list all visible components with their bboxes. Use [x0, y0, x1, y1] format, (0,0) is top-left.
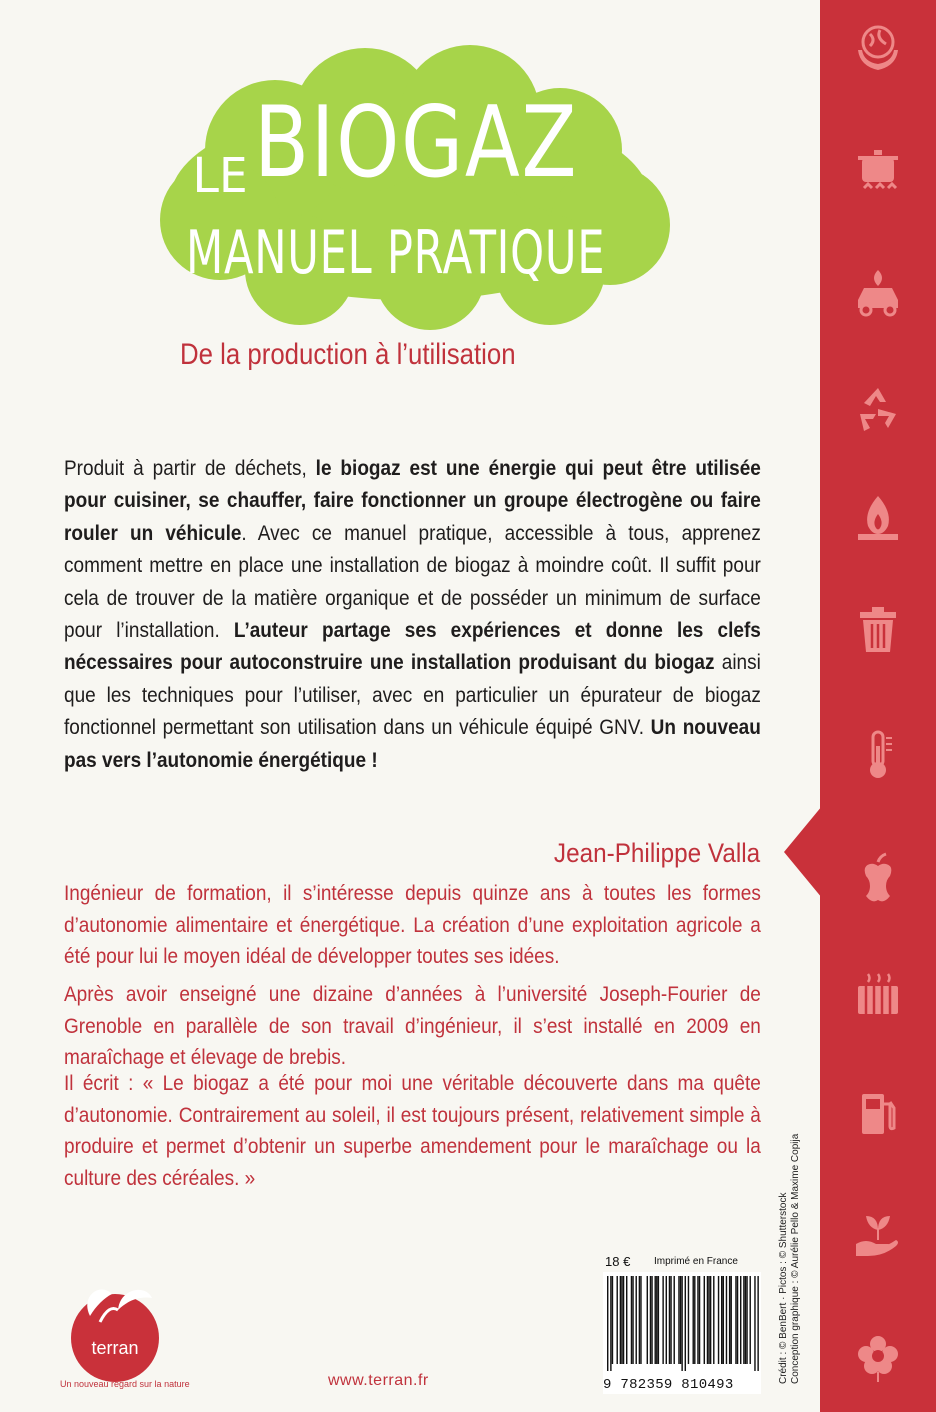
barcode-bar [740, 1276, 741, 1364]
barcode-bar [640, 1276, 641, 1364]
author-bio-paragraph: Ingénieur de formation, il s’intéresse depuis quinze ans à toutes les formes d’autonomie alimentaire et énergétique. La création d’une exploitation agricole a été pour lui le moyen idéal de développer toutes ses idées. [64, 882, 761, 968]
terran-logo [60, 1276, 170, 1386]
barcode-bar [678, 1276, 679, 1364]
book-subtitle: De la production à l’utilisation [180, 338, 516, 371]
logo-wordmark: terran [91, 1338, 139, 1358]
barcode-bar [704, 1276, 705, 1364]
thermometer-icon [850, 726, 906, 782]
barcode-bar [681, 1276, 682, 1371]
barcode-bar [697, 1276, 698, 1364]
plant-in-hand-icon [850, 1206, 906, 1262]
barcode-bar [718, 1276, 719, 1364]
barcode-bar [757, 1276, 758, 1371]
isbn-number: 9 782359 810493 [603, 1377, 734, 1393]
barcode-bar [610, 1276, 611, 1371]
blurb-segment: Produit à partir de déchets, [64, 457, 316, 480]
barcode-bar [655, 1276, 656, 1364]
blurb-segment: ainsi que les techniques pour l’utiliser, avec en particulier un épurateur de biogaz fonctionnel permettant son utilisation dans un véhicule équipé GNV. [64, 651, 761, 740]
apple-core-icon [850, 850, 906, 906]
recycle-icon [850, 380, 906, 436]
author-bio-paragraph: Après avoir enseigné une dizaine d’années à l’université Joseph-Fourier de Grenoble en parallèle de son travail d’ingénieur, il s’est installé en 2009 en maraîchage et élevage de brebis. [64, 983, 761, 1069]
barcode-bar [626, 1276, 627, 1364]
blurb-segment: . Avec ce manuel pratique, accessible à tous, apprenez comment mettre en place une installation de biogaz à moindre coût. Il suffit pour cela de trouver de la matière organique et de posséder un minimum de surface pour l’installation. [64, 521, 761, 643]
barcode-bar [699, 1276, 700, 1364]
barcode-bar [647, 1276, 648, 1364]
barcode-bar [729, 1276, 730, 1364]
barcode-bar [620, 1276, 621, 1364]
publisher-tagline: Un nouveau regard sur la nature [60, 1379, 190, 1389]
barcode-bar [674, 1276, 675, 1364]
barcode-bar [631, 1276, 632, 1364]
barcode-bar [662, 1276, 663, 1364]
barcode-bar [708, 1276, 709, 1364]
barcode-bar [735, 1276, 736, 1364]
credit-line: Conception graphique : © Aurélie Pello & Maxime Copija [790, 1133, 801, 1384]
gas-flame-icon [850, 490, 906, 546]
radiator-icon [850, 968, 906, 1024]
book-title-line2: MANUEL PRATIQUE [186, 218, 606, 288]
barcode-bar [617, 1276, 618, 1364]
trash-bin-icon [850, 602, 906, 658]
barcode-bar [745, 1276, 746, 1364]
blurb-bold-segment: L’auteur partage ses expériences et donne les clefs nécessaires pour autoconstruire une installation produisant du biogaz [64, 619, 761, 675]
book-blurb [64, 453, 761, 777]
barcode-bar [688, 1276, 689, 1364]
barcode-bar [669, 1276, 670, 1364]
decorative-red-strip [820, 0, 936, 1412]
barcode-bar [707, 1276, 708, 1364]
credit-line: Crédit : © BenBert · Pictos : © Shutterstock [778, 1192, 789, 1384]
title-prefix: LE [192, 148, 246, 204]
barcode-bar [746, 1276, 747, 1364]
barcode-bar [607, 1276, 608, 1371]
blurb-bold-segment: le biogaz est une énergie qui peut être utilisée pour cuisiner, se chauffer, faire fonctionner un groupe électrogène ou faire rouler un véhicule [64, 457, 761, 545]
barcode-bar [632, 1276, 633, 1364]
barcode-bar [639, 1276, 640, 1364]
photo-credits [778, 1124, 802, 1384]
barcode-bar [710, 1276, 711, 1364]
fuel-pump-icon [850, 1086, 906, 1142]
isbn-barcode [607, 1276, 759, 1371]
barcode-bar [685, 1276, 686, 1371]
barcode-bar [612, 1276, 613, 1364]
barcode-bar [651, 1276, 652, 1364]
printed-in: Imprimé en France [654, 1256, 738, 1267]
barcode-bar [731, 1276, 732, 1364]
blurb-bold-segment: Un nouveau pas vers l’autonomie énergétique ! [64, 716, 761, 772]
publisher-website[interactable]: www.terran.fr [328, 1372, 429, 1389]
barcode-bar [650, 1276, 651, 1364]
cooking-pot-icon [850, 142, 906, 198]
author-name: Jean-Philippe Valla [553, 838, 760, 868]
barcode-bar [754, 1276, 755, 1371]
barcode-bar [658, 1276, 659, 1364]
barcode-bar [680, 1276, 681, 1364]
globe-in-hands-icon [850, 20, 906, 76]
book-title: BIOGAZ [254, 86, 579, 200]
author-quote-paragraph: Il écrit : « Le biogaz a été pour moi une véritable découverte dans ma quête d’autonomie. Contrairement au soleil, il est toujours présent, relativement simple à produire et permet d’obtenir un superbe amendement pour le maraîchage ou la culture des céréales. » [64, 1072, 761, 1190]
barcode-bar [713, 1276, 714, 1364]
eco-car-icon [850, 266, 906, 322]
barcode-bar [636, 1276, 637, 1364]
barcode-bar [743, 1276, 744, 1364]
barcode-bar [694, 1276, 695, 1364]
barcode-bar [721, 1276, 722, 1364]
price: 18 € [605, 1254, 631, 1269]
barcode-bar [621, 1276, 622, 1364]
barcode-bar [656, 1276, 657, 1364]
barcode-bar [666, 1276, 667, 1364]
strip-notch [784, 806, 822, 898]
barcode-bar [670, 1276, 671, 1364]
barcode-bar [623, 1276, 624, 1364]
barcode-bar [750, 1276, 751, 1364]
flower-icon [850, 1328, 906, 1384]
barcode-bar [693, 1276, 694, 1364]
barcode-bar [726, 1276, 727, 1364]
barcode-bar [737, 1276, 738, 1364]
barcode-bar [723, 1276, 724, 1364]
